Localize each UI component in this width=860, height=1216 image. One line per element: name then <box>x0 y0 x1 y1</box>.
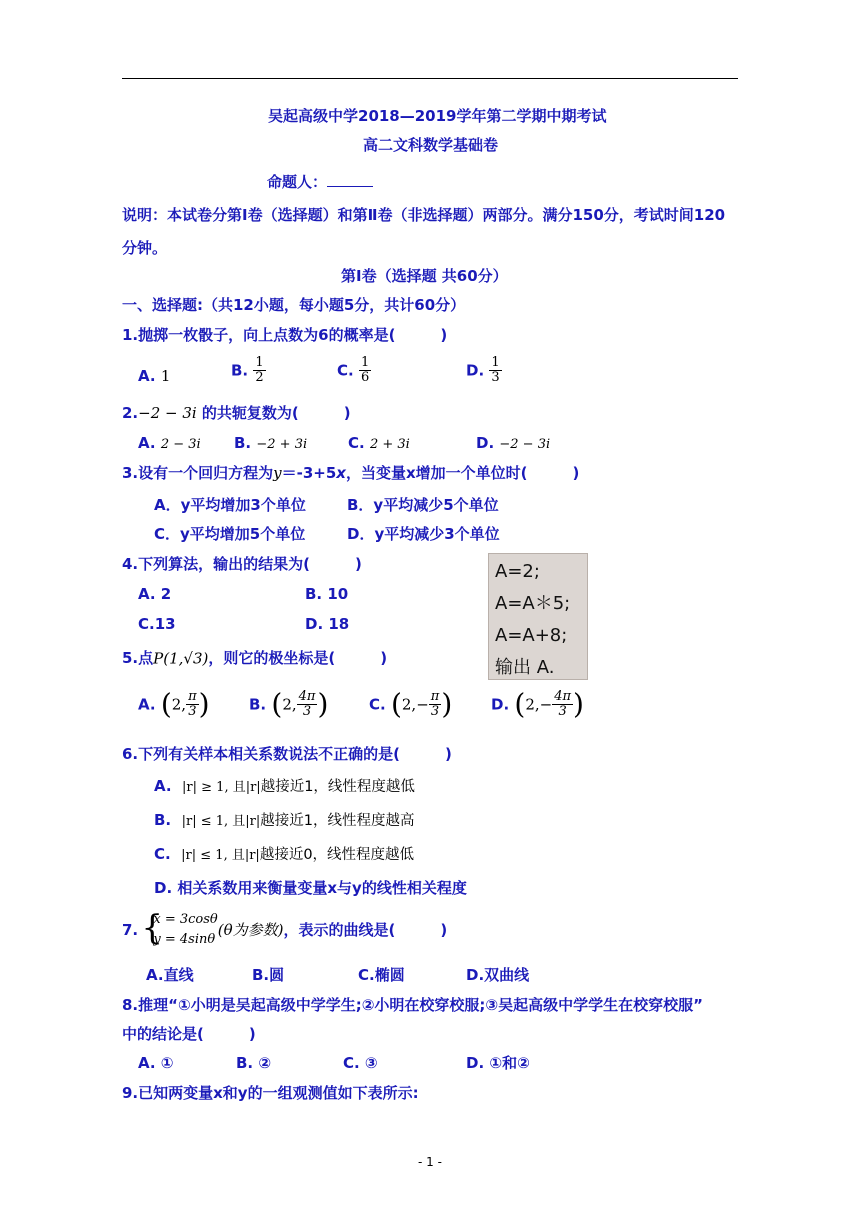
top-rule <box>122 78 738 79</box>
q5-stem: 5.点P(1,√3)，则它的极坐标是( ) <box>122 649 388 668</box>
intro-line-1: 说明：本试卷分第Ⅰ卷（选择题）和第Ⅱ卷（非选择题）两部分。满分150分，考试时间120 <box>122 206 726 224</box>
q4-stem: 4.下列算法，输出的结果为( ) <box>122 555 362 573</box>
q5-option-c: C. (2,− $\frac{\pi}{3}$ ) <box>369 687 453 721</box>
q4-option-a: A. 2 <box>138 585 172 603</box>
q6-option-c: C. |r| ≤ 1, 且|r|越接近0，线性程度越低 <box>154 845 415 863</box>
q7-stem: 7. { x = 3cosθ y = 4sinθ (θ为参数)，表示的曲线是( ) <box>122 908 448 948</box>
exam-title: 吴起高级中学2018—2019学年第二学期中期考试 <box>268 107 607 125</box>
intro-line-2: 分钟。 <box>122 239 168 257</box>
q4-option-d: D. 18 <box>305 615 350 633</box>
q2-option-a: A. 2 − 3i <box>138 434 201 452</box>
exam-subtitle: 高二文科数学基础卷 <box>363 136 499 154</box>
q7-option-a: A.直线 <box>146 966 194 984</box>
q8-option-a: A. ① <box>138 1054 174 1072</box>
q4-option-b: B. 10 <box>305 585 349 603</box>
q1-option-d: D. $\frac{1}{3}$ <box>466 355 500 385</box>
code-line-1: A=2; <box>495 561 540 582</box>
q9-stem: 9.已知两变量x和y的一组观测值如下表所示: <box>122 1084 419 1102</box>
author-blank <box>327 172 373 187</box>
algorithm-image <box>488 553 588 680</box>
q2-option-d: D. −2 − 3i <box>476 434 551 452</box>
q1-options <box>138 360 170 392</box>
q8-line-1: 8.推理“①小明是吴起高级中学学生;②小明在校穿校服;③吴起高级中学学生在校穿校服” <box>122 996 703 1014</box>
q1-option-a: A. 1 <box>138 367 171 385</box>
code-line-3: A=A+8; <box>495 625 568 646</box>
q8-option-b: B. ② <box>236 1054 272 1072</box>
q7-system: { x = 3cosθ y = 4sinθ <box>141 908 218 948</box>
q1-stem: 1.抛掷一枚骰子，向上点数为6的概率是( ) <box>122 326 448 344</box>
code-line-2: A=A＊5; <box>495 593 571 614</box>
author-label: 命题人： <box>267 173 328 191</box>
q8-option-c: C. ③ <box>343 1054 378 1072</box>
section1-title: 一、选择题:（共12小题，每小题5分，共计60分） <box>122 296 466 314</box>
q2-option-b: B. −2 + 3i <box>234 434 308 452</box>
q1-option-c: C. $\frac{1}{6}$ <box>337 355 370 385</box>
author-line <box>267 172 373 192</box>
page-number: - 1 - <box>418 1155 442 1169</box>
code-line-4: 输出 A. <box>495 657 555 678</box>
q7-option-d: D.双曲线 <box>466 966 530 984</box>
q3-option-b: B．y平均减少5个单位 <box>347 496 499 514</box>
q3-stem: 3.设有一个回归方程为y＝-3+5x，当变量x增加一个单位时( ) <box>122 464 580 482</box>
q1-option-b: B. $\frac{1}{2}$ <box>231 355 264 385</box>
q6-option-b: B. |r| ≤ 1, 且|r|越接近1，线性程度越高 <box>154 811 415 829</box>
q8-line-2: 中的结论是( ) <box>122 1025 256 1043</box>
q5-option-d: D. (2,− $\frac{4\pi}{3}$ ) <box>491 687 584 721</box>
q3-option-d: D．y平均减少3个单位 <box>347 525 500 543</box>
q2-stem: 2.−2 − 3i 的共轭复数为( ) <box>122 404 351 422</box>
q6-option-d: D. 相关系数用来衡量变量x与y的线性相关程度 <box>154 879 467 897</box>
q2-option-c: C. 2 + 3i <box>348 434 410 452</box>
q4-option-c: C.13 <box>138 615 176 633</box>
q7-option-c: C.椭圆 <box>358 966 405 984</box>
part1-title: 第Ⅰ卷（选择题 共60分） <box>341 267 508 285</box>
q3-option-c: C．y平均增加5个单位 <box>154 525 306 543</box>
q3-option-a: A．y平均增加3个单位 <box>154 496 306 514</box>
q5-option-b: B. (2, $\frac{4\pi}{3}$ ) <box>249 687 329 721</box>
q6-option-a: A. |r| ≥ 1, 且|r|越接近1，线性程度越低 <box>154 777 415 795</box>
q7-option-b: B.圆 <box>252 966 285 984</box>
q5-option-a: A. (2, $\frac{\pi}{3}$ ) <box>138 687 210 721</box>
q8-option-d: D. ①和② <box>466 1054 530 1072</box>
q6-stem: 6.下列有关样本相关系数说法不正确的是( ) <box>122 745 452 763</box>
